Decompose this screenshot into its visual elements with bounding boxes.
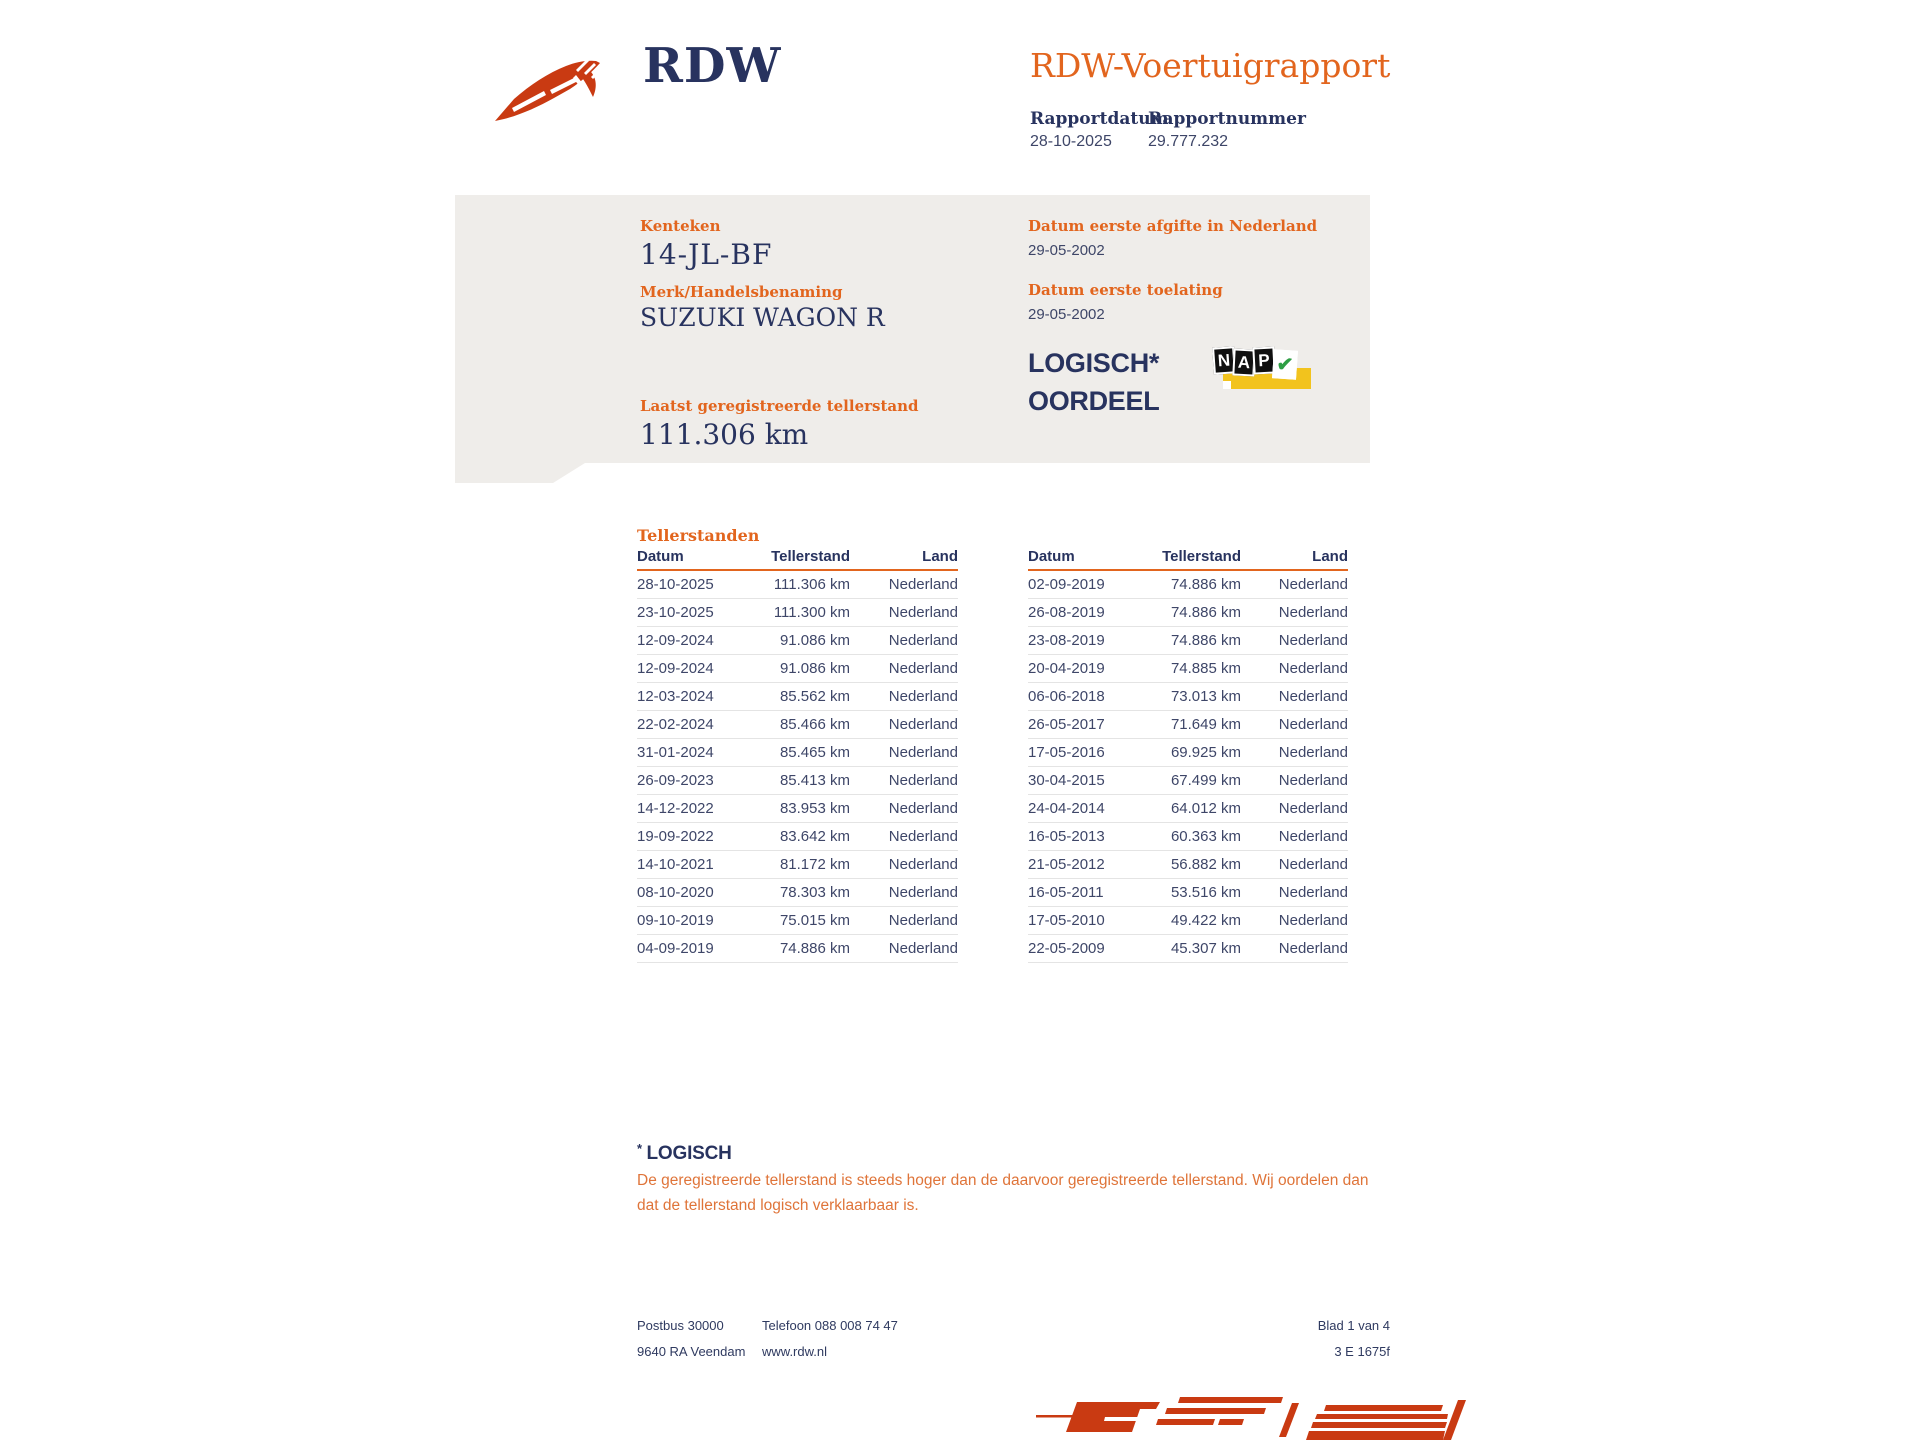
nap-letter-p: P [1252,346,1275,374]
cell-land: Nederland [1278,744,1348,761]
cell-tellerstand: 85.562 km [779,688,850,705]
cell-tellerstand: 64.012 km [1170,800,1241,817]
cell-datum: 17-05-2016 [1028,744,1105,761]
cell-datum: 26-08-2019 [1028,604,1105,621]
cell-datum: 16-05-2011 [1028,884,1104,901]
footer-form-code: 3 E 1675f [1334,1344,1390,1359]
report-number-label: Rapportnummer [1148,109,1306,129]
laatste-tellerstand-label: Laatst geregistreerde tellerstand [640,397,919,415]
table-row [637,627,958,655]
rdw-feather-logo-icon [492,55,606,127]
table-row [637,879,958,907]
cell-datum: 08-10-2020 [637,884,714,901]
footer-page-number: Blad 1 van 4 [1317,1318,1390,1333]
footnote-heading-text: LOGISCH [646,1143,732,1164]
cell-datum: 14-12-2022 [637,800,714,817]
table-header-row [1028,548,1348,571]
cell-land: Nederland [888,716,958,733]
table-row [1028,683,1348,711]
datum-afgifte-value: 29-05-2002 [1028,242,1105,259]
cell-land: Nederland [1278,604,1348,621]
cell-tellerstand: 111.306 km [773,576,850,593]
nap-letter-a: A [1232,348,1255,376]
cell-datum: 14-10-2021 [637,856,714,873]
cell-datum: 09-10-2019 [637,912,714,929]
oordeel-verdict [1028,344,1159,420]
cell-datum: 22-05-2009 [1028,940,1105,957]
cell-datum: 19-09-2022 [637,828,714,845]
cell-datum: 04-09-2019 [637,940,714,957]
cell-land: Nederland [888,828,958,845]
table-body [637,571,958,963]
table-row [637,655,958,683]
cell-land: Nederland [888,632,958,649]
datum-afgifte-label: Datum eerste afgifte in Nederland [1028,217,1318,235]
merk-label: Merk/Handelsbenaming [640,283,843,301]
cell-land: Nederland [888,604,958,621]
table-row [1028,627,1348,655]
cell-land: Nederland [888,856,958,873]
merk-value: SUZUKI WAGON R [640,303,885,332]
table-row [1028,571,1348,599]
footnote-text: De geregistreerde tellerstand is steeds hoger dan de daarvoor geregistreerde tellerstand. Wij oordelen dan dat de tellerstand logisch verklaarbaar is. [637,1172,1369,1214]
cell-datum: 26-05-2017 [1028,716,1105,733]
nap-letter-tiles [1213,347,1295,376]
cell-tellerstand: 74.886 km [1170,604,1241,621]
nap-white-notch [1223,381,1231,389]
cell-land: Nederland [1278,576,1348,593]
table-row [1028,599,1348,627]
cell-land: Nederland [888,884,958,901]
cell-tellerstand: 71.649 km [1170,716,1241,733]
tellerstanden-table-left [637,548,958,963]
cell-tellerstand: 69.925 km [1170,744,1241,761]
vehicle-summary-box [455,195,1370,483]
cell-datum: 24-04-2014 [1028,800,1105,817]
kenteken-value: 14-JL-BF [640,238,773,271]
laatste-tellerstand-value: 111.306 km [640,418,809,451]
nap-letter-n: N [1212,346,1236,374]
cell-datum: 23-10-2025 [637,604,714,621]
table-row [1028,711,1348,739]
footer-address-line2: 9640 RA Veendam [637,1344,746,1359]
cell-datum: 21-05-2012 [1028,856,1105,873]
cell-datum: 02-09-2019 [1028,576,1105,593]
table-row [637,795,958,823]
rdw-logo-text: RDW [643,38,782,94]
table-row [1028,879,1348,907]
cell-tellerstand: 78.303 km [779,884,850,901]
cell-land: Nederland [888,800,958,817]
table-row [1028,935,1348,963]
table-row [1028,795,1348,823]
cell-land: Nederland [1278,772,1348,789]
rdw-speedlines-graphic-icon [1030,1385,1470,1440]
table-row [1028,739,1348,767]
cell-datum: 06-06-2018 [1028,688,1105,705]
cell-datum: 31-01-2024 [637,744,714,761]
cell-land: Nederland [1278,660,1348,677]
cell-tellerstand: 74.886 km [779,940,850,957]
col-header-tellerstand: Tellerstand [1162,548,1241,565]
table-row [1028,907,1348,935]
cell-land: Nederland [888,660,958,677]
cell-tellerstand: 85.466 km [779,716,850,733]
cell-datum: 17-05-2010 [1028,912,1105,929]
cell-tellerstand: 91.086 km [779,632,850,649]
cell-land: Nederland [888,912,958,929]
cell-tellerstand: 83.642 km [779,828,850,845]
table-row [637,823,958,851]
cell-tellerstand: 74.885 km [1170,660,1241,677]
cell-tellerstand: 73.013 km [1170,688,1241,705]
cell-datum: 23-08-2019 [1028,632,1105,649]
cell-datum: 16-05-2013 [1028,828,1105,845]
footer-address-line1: Postbus 30000 [637,1318,724,1333]
table-row [637,683,958,711]
cell-tellerstand: 49.422 km [1170,912,1241,929]
cell-datum: 30-04-2015 [1028,772,1105,789]
tellerstanden-heading: Tellerstanden [637,526,760,545]
cell-land: Nederland [1278,688,1348,705]
kenteken-label: Kenteken [640,217,721,235]
cell-tellerstand: 74.886 km [1170,632,1241,649]
cell-datum: 12-09-2024 [637,632,714,649]
cell-tellerstand: 81.172 km [779,856,850,873]
col-header-tellerstand: Tellerstand [771,548,850,565]
table-row [637,739,958,767]
footnote-heading [637,1141,732,1165]
cell-datum: 12-09-2024 [637,660,714,677]
cell-tellerstand: 83.953 km [779,800,850,817]
cell-land: Nederland [1278,632,1348,649]
table-row [1028,767,1348,795]
cell-land: Nederland [888,772,958,789]
cell-datum: 20-04-2019 [1028,660,1105,677]
cell-land: Nederland [1278,856,1348,873]
cell-tellerstand: 91.086 km [779,660,850,677]
cell-tellerstand: 45.307 km [1170,940,1241,957]
table-row [637,767,958,795]
oordeel-line2: OORDEEL [1028,386,1160,416]
datum-toelating-value: 29-05-2002 [1028,306,1105,323]
cell-land: Nederland [1278,940,1348,957]
table-row [637,599,958,627]
table-row [637,935,958,963]
col-header-datum: Datum [637,548,684,565]
report-number-value: 29.777.232 [1148,133,1229,150]
cell-land: Nederland [888,576,958,593]
report-date-label: Rapportdatum [1030,109,1169,129]
nap-logo-icon [1213,347,1317,393]
cell-tellerstand: 53.516 km [1170,884,1241,901]
cell-land: Nederland [1278,828,1348,845]
table-row [1028,851,1348,879]
cell-land: Nederland [1278,800,1348,817]
footer-website: www.rdw.nl [762,1344,828,1359]
cell-datum: 28-10-2025 [637,576,714,593]
footnote-asterisk: * [637,1141,643,1156]
table-row [1028,655,1348,683]
cell-land: Nederland [888,688,958,705]
nap-checkmark-icon: ✔ [1272,349,1298,380]
col-header-datum: Datum [1028,548,1075,565]
cell-land: Nederland [1278,884,1348,901]
report-date-value: 28-10-2025 [1030,133,1112,150]
cell-tellerstand: 67.499 km [1170,772,1241,789]
cell-tellerstand: 74.886 km [1170,576,1241,593]
document-title: RDW-Voertuigrapport [1030,46,1391,85]
table-row [637,711,958,739]
cell-tellerstand: 56.882 km [1170,856,1241,873]
footer-phone: Telefoon 088 008 74 47 [762,1318,898,1333]
cell-tellerstand: 60.363 km [1170,828,1241,845]
cell-datum: 26-09-2023 [637,772,714,789]
cell-land: Nederland [1278,912,1348,929]
table-body [1028,571,1348,963]
cell-land: Nederland [888,744,958,761]
col-header-land: Land [1312,548,1348,565]
table-row [1028,823,1348,851]
cell-land: Nederland [1278,716,1348,733]
cell-datum: 22-02-2024 [637,716,714,733]
cell-tellerstand: 85.413 km [779,772,850,789]
table-header-row [637,548,958,571]
table-row [637,571,958,599]
cell-land: Nederland [888,940,958,957]
cell-datum: 12-03-2024 [637,688,714,705]
table-row [637,907,958,935]
table-row [637,851,958,879]
cell-tellerstand: 85.465 km [779,744,850,761]
datum-toelating-label: Datum eerste toelating [1028,281,1223,299]
cell-tellerstand: 111.300 km [773,604,850,621]
cell-tellerstand: 75.015 km [779,912,850,929]
tellerstanden-table-right [1028,548,1348,963]
oordeel-line1: LOGISCH* [1028,348,1160,378]
col-header-land: Land [922,548,958,565]
